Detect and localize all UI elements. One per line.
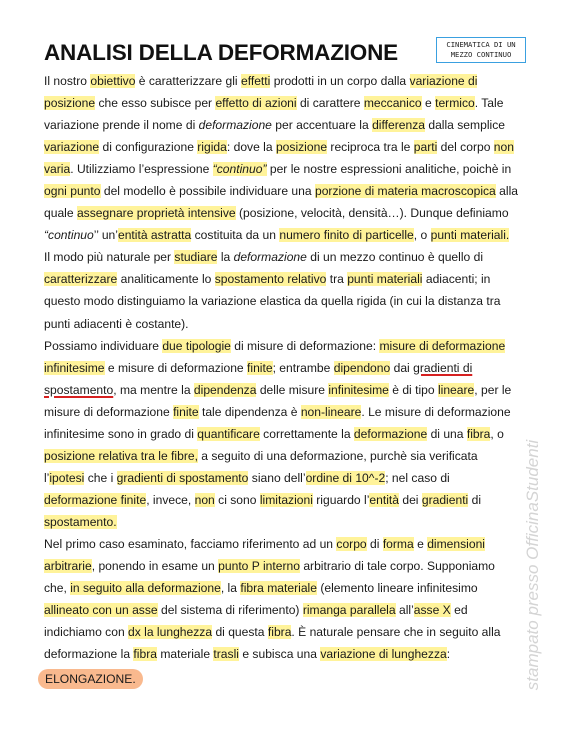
highlighted-text: gradienti di spostamento bbox=[116, 470, 249, 485]
highlighted-text: in seguito alla deformazione bbox=[70, 581, 221, 596]
highlighted-text: dx la lunghezza bbox=[128, 625, 213, 640]
text-segment: ; nel caso di bbox=[385, 470, 450, 485]
highlighted-text: dimensioni bbox=[427, 536, 485, 551]
highlighted-text: entità bbox=[369, 492, 399, 507]
text-segment: , invece, bbox=[146, 492, 195, 507]
text-line bbox=[44, 577, 518, 599]
text-line bbox=[44, 643, 518, 665]
highlighted-text: deformazione finite bbox=[44, 492, 147, 507]
highlighted-text: posizione relativa tra le fibre, bbox=[44, 448, 198, 463]
text-segment: siano dell’ bbox=[248, 470, 306, 485]
highlighted-text: effetti bbox=[240, 74, 271, 88]
highlighted-text: ordine di 10^-2 bbox=[305, 470, 386, 485]
text-segment: e misure di deformazione bbox=[104, 360, 248, 375]
highlighted-text: caratterizzare bbox=[44, 272, 118, 287]
text-segment: deformazione bbox=[233, 250, 307, 265]
text-segment: : bbox=[446, 647, 451, 662]
text-segment: a seguito di una deformazione, purchè sia verificata bbox=[197, 448, 478, 463]
highlighted-text: variazione bbox=[44, 140, 100, 155]
highlighted-text: spostamento relativo bbox=[214, 272, 327, 287]
text-line bbox=[44, 357, 518, 379]
text-segment: . Le misure di deformazione bbox=[361, 404, 511, 419]
text-segment: che, bbox=[44, 581, 71, 596]
highlighted-text: asse X bbox=[413, 603, 451, 618]
highlighted-text: parti bbox=[413, 140, 438, 155]
text-segment: la bbox=[217, 250, 234, 265]
text-segment: che i bbox=[84, 470, 117, 485]
text-segment: è caratterizzare gli bbox=[135, 74, 241, 88]
highlighted-text: limitazioni bbox=[259, 492, 313, 507]
text-segment: e bbox=[413, 536, 428, 551]
text-line bbox=[44, 533, 518, 555]
text-segment: (elemento lineare infinitesimo bbox=[316, 581, 478, 596]
highlighted-text: corpo bbox=[336, 536, 367, 551]
text-segment: . Utilizziamo l’espressione bbox=[70, 162, 213, 177]
text-segment: e bbox=[421, 96, 436, 111]
highlighted-text: fibra bbox=[133, 647, 157, 662]
text-segment: ; entrambe bbox=[272, 360, 334, 375]
highlighted-text: fibra materiale bbox=[240, 581, 317, 596]
highlighted-text: dipendenza bbox=[193, 382, 257, 397]
text-segment: infinitesime sono in grado di bbox=[44, 426, 198, 441]
elongation-badge: ELONGAZIONE. bbox=[38, 669, 143, 689]
text-segment: Il nostro bbox=[44, 74, 91, 88]
text-segment: di carattere bbox=[296, 96, 364, 111]
text-segment: di bbox=[366, 536, 383, 551]
text-segment: deformazione bbox=[198, 118, 272, 133]
highlighted-text: non bbox=[493, 140, 514, 155]
highlighted-text: punto P interno bbox=[218, 559, 300, 574]
text-line bbox=[44, 136, 518, 158]
watermark-text: stampato presso OfficinaStudenti bbox=[523, 439, 542, 691]
text-line bbox=[44, 268, 518, 290]
text-segment: Possiamo individuare bbox=[44, 338, 163, 353]
text-line bbox=[44, 92, 518, 114]
text-segment: deformazione la bbox=[44, 647, 134, 662]
highlighted-text: quantificare bbox=[197, 426, 260, 441]
text-segment: riguardo l’ bbox=[312, 492, 370, 507]
text-segment: arbitrario di tale corpo. Supponiamo bbox=[299, 559, 495, 574]
text-segment: per accentuare la bbox=[271, 118, 373, 133]
topic-tag-line1: CINEMATICA DI UN bbox=[446, 40, 516, 49]
text-segment: correttamente la bbox=[259, 426, 354, 441]
text-line bbox=[44, 335, 518, 357]
text-segment: (posizione, velocità, densità…). Dunque definiamo bbox=[235, 206, 509, 221]
highlighted-text: misure di deformazione bbox=[379, 338, 506, 353]
text-segment: dei bbox=[398, 492, 422, 507]
text-line bbox=[44, 70, 518, 92]
highlighted-text: posizione bbox=[275, 140, 328, 155]
highlighted-text: punti materiali. bbox=[430, 228, 510, 243]
text-segment: , la bbox=[220, 581, 241, 596]
text-segment: delle misure bbox=[256, 382, 329, 397]
highlighted-text: rigida bbox=[197, 140, 227, 155]
highlighted-text: porzione di materia macroscopica bbox=[314, 184, 496, 199]
text-line bbox=[44, 180, 518, 202]
text-segment: , o bbox=[490, 426, 504, 441]
highlighted-text: assegnare proprietà intensive bbox=[76, 206, 236, 221]
highlighted-text: effetto di azioni bbox=[215, 96, 297, 111]
text-segment: . È naturale pensare che in seguito alla bbox=[291, 625, 501, 640]
text-segment: , o bbox=[413, 228, 431, 243]
text-line bbox=[44, 599, 518, 621]
text-segment: costituita da un bbox=[191, 228, 280, 243]
text-line bbox=[44, 489, 518, 511]
highlighted-text: punti materiali bbox=[347, 272, 423, 287]
text-segment: di un mezzo continuo è quello di bbox=[306, 250, 484, 265]
highlighted-text: varia bbox=[44, 162, 71, 177]
topic-tag-line2: MEZZO CONTINUO bbox=[450, 49, 512, 59]
text-line bbox=[44, 224, 518, 246]
highlighted-text: infinitesime bbox=[328, 382, 389, 397]
text-segment: Nel primo caso esaminato, facciamo riferimento ad un bbox=[44, 536, 337, 551]
highlighted-text: non-lineare bbox=[300, 404, 362, 419]
text-segment: ed bbox=[450, 603, 468, 618]
underlined-text: spostamento bbox=[44, 382, 114, 397]
text-segment: indichiamo con bbox=[44, 625, 129, 640]
text-segment: prodotti in un corpo dalla bbox=[270, 74, 410, 88]
highlighted-text: gradienti bbox=[421, 492, 469, 507]
text-segment: è di tipo bbox=[388, 382, 438, 397]
text-segment: di questa bbox=[212, 625, 268, 640]
body-text bbox=[44, 70, 518, 665]
text-segment: quale bbox=[44, 206, 77, 221]
highlighted-text: finite bbox=[173, 404, 199, 419]
highlighted-text: entità astratta bbox=[117, 228, 192, 243]
text-segment: di misure di deformazione: bbox=[230, 338, 380, 353]
text-segment: tale dipendenza è bbox=[198, 404, 301, 419]
text-segment: l’ bbox=[44, 470, 50, 485]
text-segment: del modello è possibile individuare una bbox=[100, 184, 315, 199]
underlined-text: gradienti di bbox=[413, 360, 473, 375]
highlighted-text: variazione di lunghezza bbox=[320, 647, 447, 662]
text-segment: ’’ un’ bbox=[93, 228, 118, 243]
text-segment: all’ bbox=[395, 603, 414, 618]
topic-tag bbox=[436, 37, 526, 63]
text-line bbox=[44, 202, 518, 224]
text-line bbox=[44, 445, 518, 467]
highlighted-text: “continuo” bbox=[212, 162, 267, 177]
text-segment: alla bbox=[495, 184, 518, 199]
text-segment: , per le bbox=[474, 382, 512, 397]
highlighted-text: differenza bbox=[372, 118, 425, 133]
text-segment: di bbox=[468, 492, 482, 507]
text-segment: del sistema di riferimento) bbox=[157, 603, 303, 618]
text-segment: reciproca tra le bbox=[327, 140, 414, 155]
text-segment: , ma mentre la bbox=[113, 382, 194, 397]
highlighted-text: ipotesi bbox=[49, 470, 85, 485]
text-segment: analiticamente lo bbox=[117, 272, 215, 287]
text-segment: tra bbox=[326, 272, 348, 287]
highlighted-text: meccanico bbox=[363, 96, 422, 111]
text-segment: di una bbox=[427, 426, 467, 441]
highlighted-text: allineato con un asse bbox=[44, 603, 158, 618]
highlighted-text: spostamento. bbox=[44, 514, 117, 529]
highlighted-text: finite bbox=[247, 360, 273, 375]
text-segment: misure di deformazione bbox=[44, 404, 174, 419]
highlighted-text: dipendono bbox=[333, 360, 391, 375]
text-segment: “continuo bbox=[44, 228, 94, 243]
highlighted-text: due tipologie bbox=[162, 338, 231, 353]
watermark bbox=[518, 420, 548, 710]
text-segment: questo modo distinguiamo la variazione elastica da quella rigida (in cui la distanza tra bbox=[44, 294, 501, 309]
highlighted-text: infinitesime bbox=[44, 360, 105, 375]
text-line bbox=[44, 511, 518, 533]
text-segment: dai bbox=[390, 360, 414, 375]
highlighted-text: rimanga parallela bbox=[302, 603, 396, 618]
text-segment: . Tale bbox=[474, 96, 504, 111]
text-segment: Il modo più naturale per bbox=[44, 250, 175, 265]
highlighted-text: ogni punto bbox=[44, 184, 101, 199]
text-line bbox=[44, 401, 518, 423]
text-line bbox=[44, 313, 518, 335]
highlighted-text: obiettivo bbox=[90, 74, 136, 88]
highlighted-text: lineare bbox=[437, 382, 475, 397]
highlighted-text: posizione bbox=[44, 96, 96, 111]
text-segment: materiale bbox=[156, 647, 214, 662]
text-segment: che esso subisce per bbox=[95, 96, 216, 111]
text-line bbox=[44, 621, 518, 643]
highlighted-text: termico bbox=[435, 96, 475, 111]
text-line bbox=[44, 555, 518, 577]
highlighted-text: trasli bbox=[213, 647, 239, 662]
highlighted-text: deformazione bbox=[353, 426, 428, 441]
text-segment: adiacenti; in bbox=[422, 272, 491, 287]
text-segment: per le nostre espressioni analitiche, poichè in bbox=[266, 162, 512, 177]
text-segment: , ponendo in esame un bbox=[91, 559, 219, 574]
text-segment: di configurazione bbox=[99, 140, 198, 155]
text-line bbox=[44, 158, 518, 180]
highlighted-text: fibra bbox=[466, 426, 491, 441]
highlighted-text: variazione di bbox=[409, 74, 478, 88]
text-segment: variazione prende il nome di bbox=[44, 118, 199, 133]
text-line bbox=[44, 246, 518, 268]
text-line bbox=[44, 290, 518, 312]
text-segment: dalla semplice bbox=[424, 118, 505, 133]
highlighted-text: arbitrarie bbox=[44, 559, 92, 574]
highlighted-text: fibra bbox=[267, 625, 292, 640]
page-title: ANALISI DELLA DEFORMAZIONE bbox=[44, 40, 398, 65]
text-segment: del corpo bbox=[437, 140, 494, 155]
text-segment: ci sono bbox=[214, 492, 260, 507]
text-line bbox=[44, 114, 518, 136]
highlighted-text: studiare bbox=[174, 250, 218, 265]
highlighted-text: numero finito di particelle bbox=[279, 228, 414, 243]
highlighted-text: forma bbox=[382, 536, 414, 551]
highlighted-text: non bbox=[194, 492, 215, 507]
text-line bbox=[44, 423, 518, 445]
text-line bbox=[44, 467, 518, 489]
text-segment: e subisca una bbox=[238, 647, 321, 662]
text-segment: punti adiacenti è costante). bbox=[44, 316, 189, 331]
text-segment: : dove la bbox=[226, 140, 276, 155]
text-line bbox=[44, 379, 518, 401]
